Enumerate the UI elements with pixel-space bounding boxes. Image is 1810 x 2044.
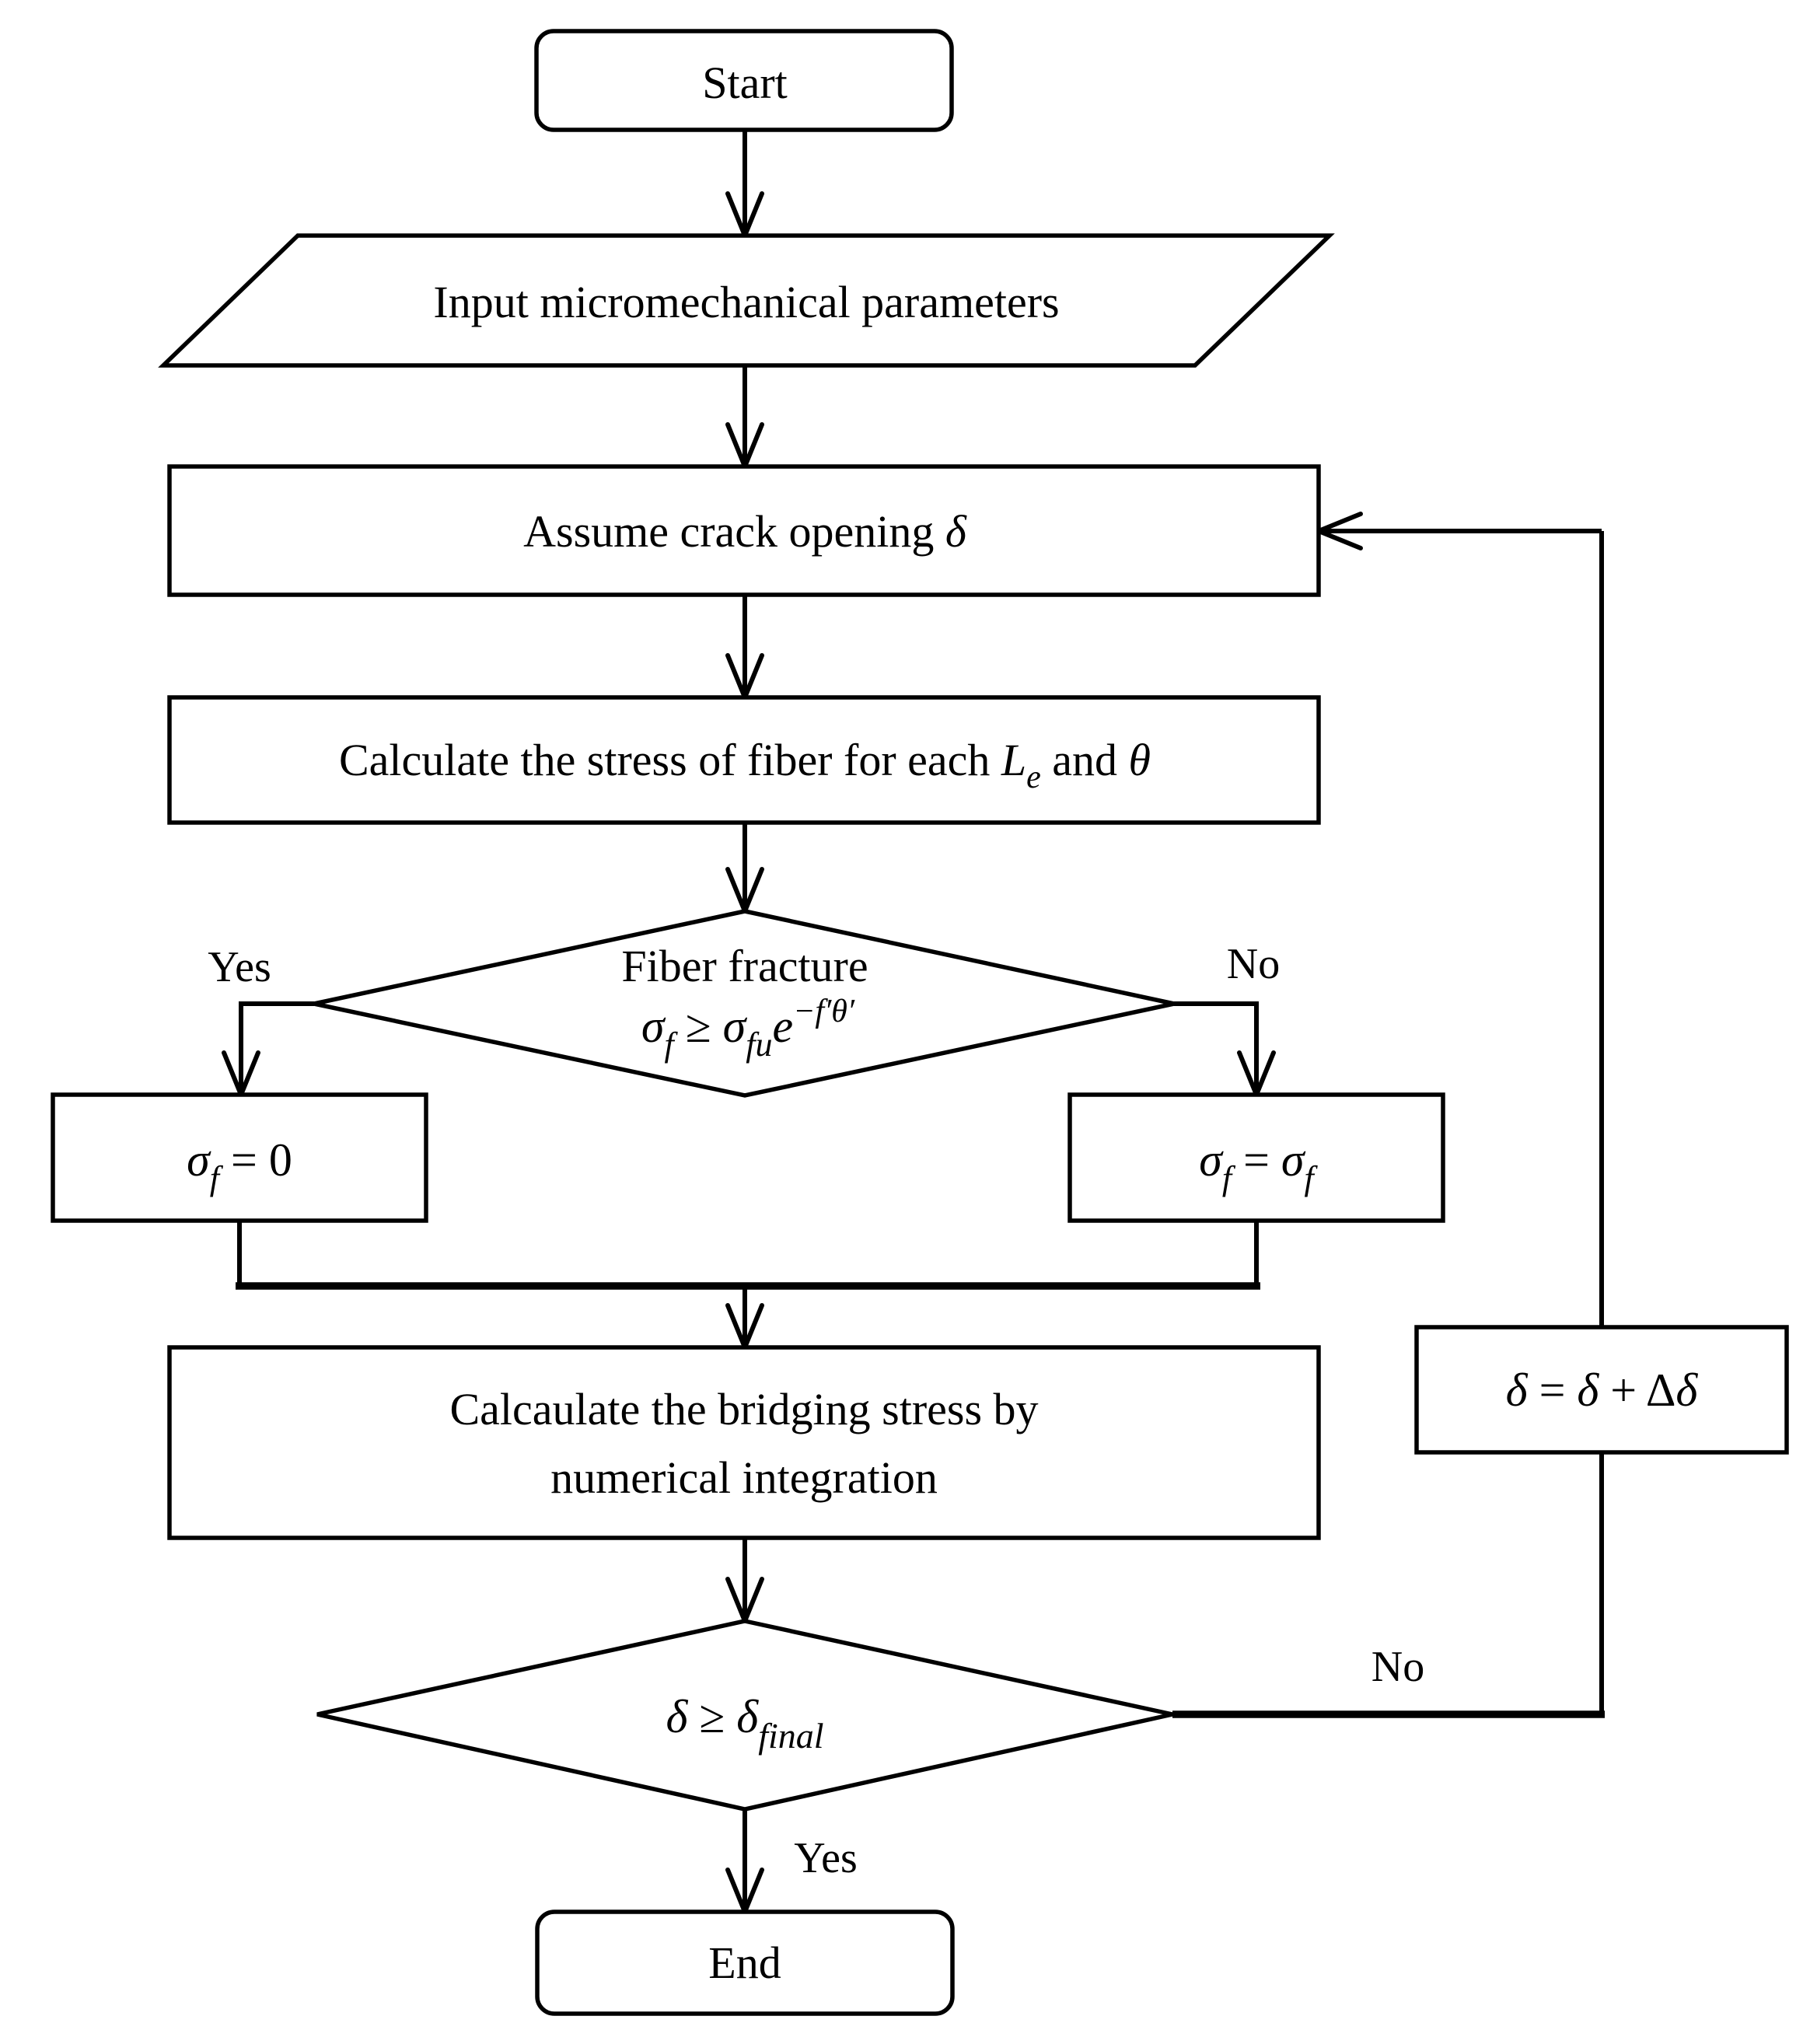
final-delta1: δ <box>666 1691 688 1742</box>
increment-delta3: δ <box>1675 1364 1698 1416</box>
delta-increment-formula <box>1506 1364 1699 1416</box>
calc-L-subscript: e <box>1026 760 1041 795</box>
increment-delta2: δ <box>1577 1364 1599 1416</box>
branch-fracture-yes <box>241 1004 314 1092</box>
sigma-keep-equals: = <box>1232 1134 1281 1186</box>
assume-delta-symbol: δ <box>945 506 966 557</box>
bridging-stress-line2: numerical integration <box>550 1452 938 1503</box>
increment-equals: = <box>1527 1364 1578 1416</box>
final-yes-label: Yes <box>794 1834 858 1882</box>
fracture-sigma-fu: σ <box>722 1001 746 1052</box>
fracture-sigma-f: σ <box>641 1001 665 1052</box>
sigma-keep-sub2: f <box>1304 1159 1314 1197</box>
calc-L-symbol: L <box>1001 735 1027 785</box>
fracture-sub-fu: fu <box>746 1025 773 1064</box>
input-parameters-label: Input micromechanical parameters <box>433 277 1060 327</box>
fracture-geq-operator: ≥ <box>673 1001 723 1052</box>
branch-fracture-no <box>1174 1004 1256 1092</box>
calc-text: Calculate the stress of fiber for each <box>338 735 1001 785</box>
fracture-exponent: −f′θ′ <box>793 994 855 1029</box>
calc-and-text: and <box>1040 735 1129 785</box>
increment-delta1: δ <box>1505 1364 1528 1416</box>
final-delta2: δ <box>736 1691 759 1742</box>
sigma-keep-sigma2: σ <box>1281 1134 1305 1186</box>
fracture-no-label: No <box>1226 940 1281 988</box>
final-geq-operator: ≥ <box>687 1691 737 1742</box>
start-label: Start <box>702 58 788 108</box>
final-subscript: final <box>758 1716 824 1756</box>
calc-theta-symbol: θ <box>1128 735 1151 785</box>
fracture-e-symbol: e <box>772 1001 794 1052</box>
fracture-yes-label: Yes <box>208 943 271 991</box>
sigma-keep-sigma1: σ <box>1199 1134 1222 1186</box>
sigma-zero-sub-f: f <box>209 1159 219 1197</box>
sigma-keep-sub1: f <box>1221 1159 1232 1197</box>
end-label: End <box>708 1937 781 1988</box>
bridging-stress-node <box>169 1347 1319 1538</box>
bridging-stress-line1: Calcaulate the bridging stress by <box>449 1384 1039 1434</box>
sigma-zero-equals-zero: = 0 <box>218 1134 292 1186</box>
fiber-fracture-title: Fiber fracture <box>621 941 868 991</box>
fracture-sub-f: f <box>664 1025 674 1064</box>
final-no-label: No <box>1371 1643 1425 1691</box>
assume-text: Assume crack opening <box>523 506 945 557</box>
sigma-zero-sigma: σ <box>187 1134 210 1186</box>
assume-crack-opening-label <box>523 506 967 557</box>
increment-plus: + <box>1599 1364 1646 1416</box>
increment-capital-delta: Δ <box>1645 1364 1676 1416</box>
